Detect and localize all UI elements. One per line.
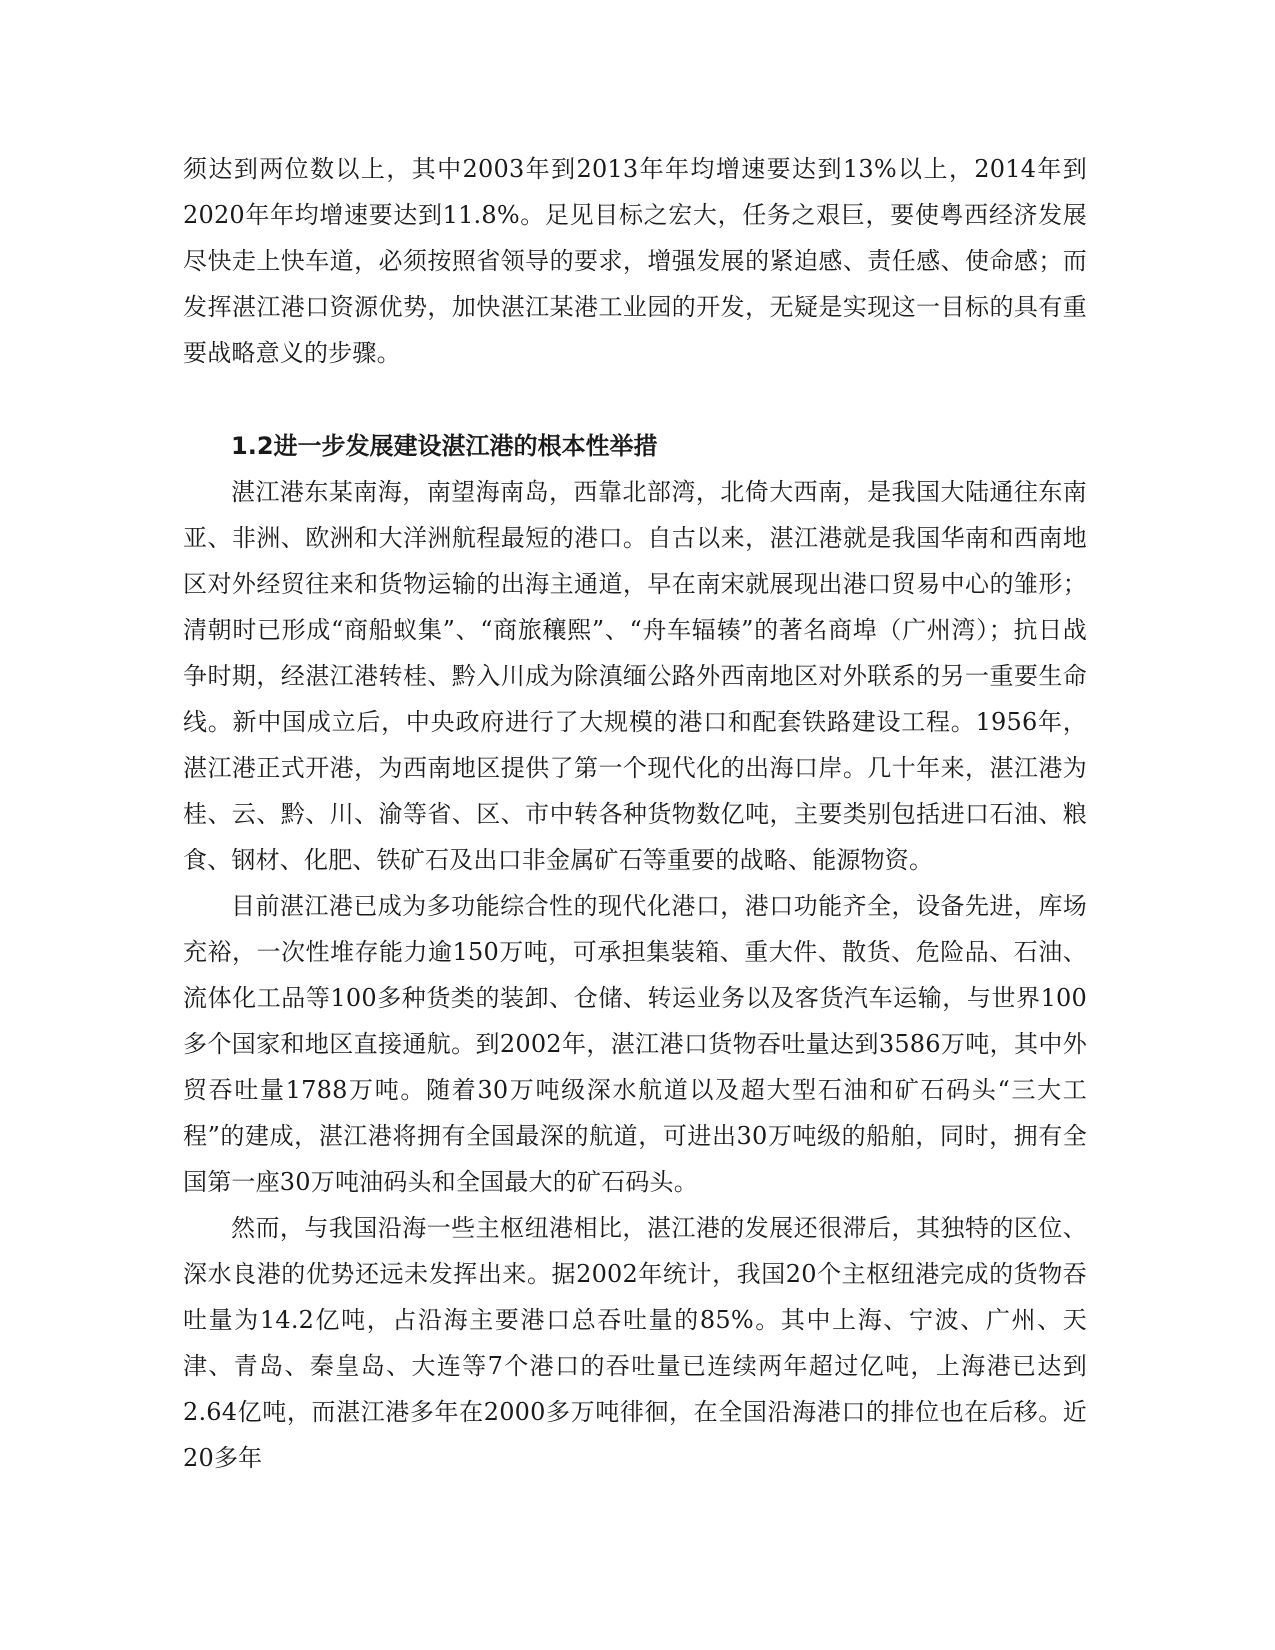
- paragraph-port-comparison: 然而，与我国沿海一些主枢纽港相比，湛江港的发展还很滞后，其独特的区位、深水良港的优势还远未发挥出来。据2002年统计，我国20个主枢纽港完成的货物吞吐量为14.2亿吨，占沿海主要港口总吞吐量的85%。其中上海、宁波、广州、天津、青岛、秦皇岛、大连等7个港口的吞吐量已连续两年超过亿吨，上海港已达到2.64亿吨，而湛江港多年在2000多万吨徘徊，在全国沿海港口的排位也在后移。近20多年: [183, 1214, 1087, 1472]
- section-heading: 1.2进一步发展建设湛江港的根本性举措: [231, 432, 658, 460]
- paragraph-port-history: 湛江港东某南海，南望海南岛，西靠北部湾，北倚大西南，是我国大陆通往东南亚、非洲、欧洲和大洋洲航程最短的港口。自古以来，湛江港就是我国华南和西南地区对外经贸往来和货物运输的出海主通道，早在南宋就展现出港口贸易中心的雏形；清朝时已形成“商船蚁集”、“商旅穰熙”、“舟车辐辏”的著名商埠（广州湾）；抗日战争时期，经湛江港转桂、黔入川成为除滇缅公路外西南地区对外联系的另一重要生命线。新中国成立后，中央政府进行了大规模的港口和配套铁路建设工程。1956年，湛江港正式开港，为西南地区提供了第一个现代化的出海口岸。几十年来，湛江港为桂、云、黔、川、渝等省、区、市中转各种货物数亿吨，主要类别包括进口石油、粮食、钢材、化肥、铁矿石及出口非金属矿石等重要的战略、能源物资。: [183, 478, 1087, 874]
- paragraph-intro-continued: 须达到两位数以上，其中2003年到2013年年均增速要达到13%以上，2014年到2020年年均增速要达到11.8%。足见目标之宏大，任务之艰巨，要使粤西经济发展尽快走上快车道，必须按照省领导的要求，增强发展的紧迫感、责任感、使命感；而发挥湛江港口资源优势，加快湛江某港工业园的开发，无疑是实现这一目标的具有重要战略意义的步骤。: [183, 155, 1087, 367]
- paragraph-port-current: 目前湛江港已成为多功能综合性的现代化港口，港口功能齐全，设备先进，库场充裕，一次性堆存能力逾150万吨，可承担集装箱、重大件、散货、危险品、石油、流体化工品等100多种货类的装卸、仓储、转运业务以及客货汽车运输，与世界100多个国家和地区直接通航。到2002年，湛江港口货物吞吐量达到3586万吨，其中外贸吞吐量1788万吨。随着30万吨级深水航道以及超大型石油和矿石码头“三大工程”的建成，湛江港将拥有全国最深的航道，可进出30万吨级的船舶，同时，拥有全国第一座30万吨油码头和全国最大的矿石码头。: [183, 892, 1087, 1196]
- document-page: [183, 146, 1087, 1481]
